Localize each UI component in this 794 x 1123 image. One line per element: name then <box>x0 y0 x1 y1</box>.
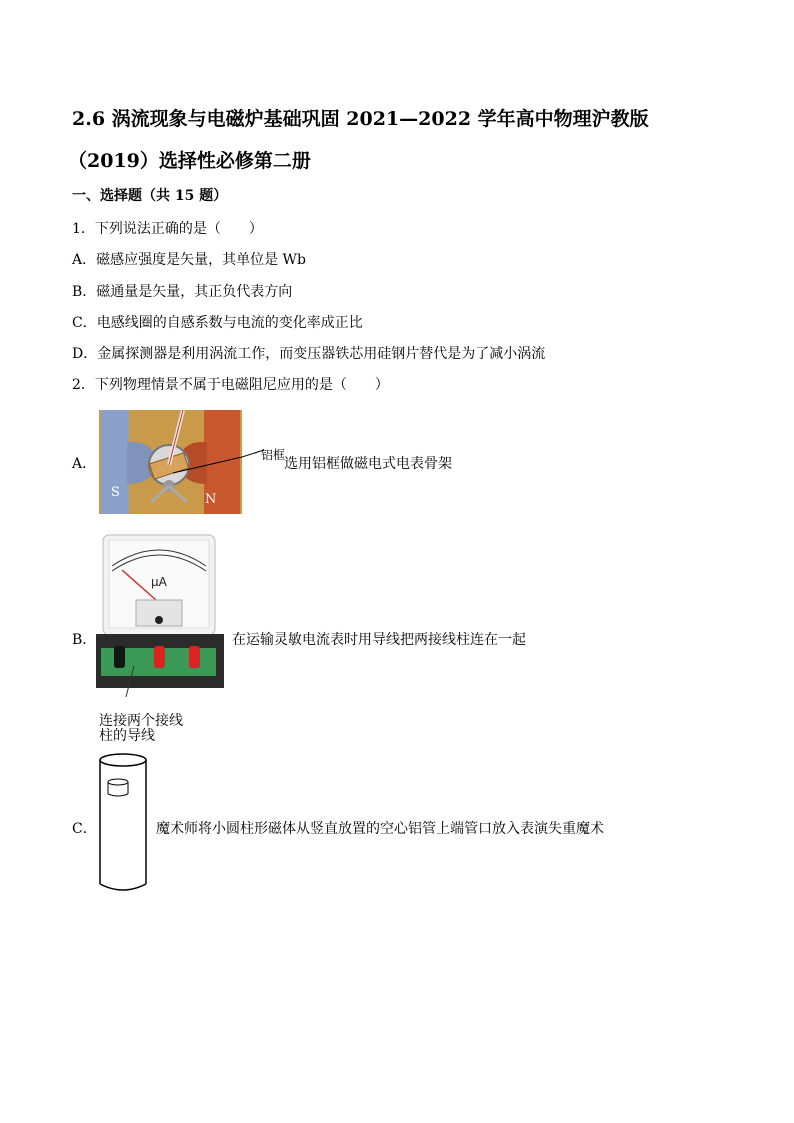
q1-option-c: C．电感线圈的自感系数与电流的变化率成正比 <box>72 315 363 331</box>
wire-note-line-2: 柱的导线 <box>99 728 155 744</box>
aluminum-tube-magnet-image <box>98 752 148 892</box>
aluminum-frame-pointer-label: 铝框 <box>261 448 286 462</box>
q2-stem: 2．下列物理情景不属于电磁阻尼应用的是（ ） <box>72 377 389 393</box>
document-title-line-2: （2019）选择性必修第二册 <box>68 150 311 172</box>
ammeter-unit: μA <box>151 575 167 589</box>
document-title-line-1: 2.6 涡流现象与电磁炉基础巩固 2021—2022 学年高中物理沪教版 <box>72 108 649 130</box>
q1-stem: 1．下列说法正确的是（ ） <box>72 221 263 237</box>
q2-option-c-label: C． <box>72 821 97 837</box>
q1-option-b: B．磁通量是矢量，其正负代表方向 <box>72 284 293 300</box>
q1-option-a: A．磁感应强度是矢量，其单位是 Wb <box>72 252 306 268</box>
q2-option-b-label: B． <box>72 632 97 648</box>
q1-option-d: D．金属探测器是利用涡流工作，而变压器铁芯用硅钢片替代是为了减小涡流 <box>72 346 546 362</box>
sensitive-ammeter-image <box>96 534 224 697</box>
q2-option-b-caption: 在运输灵敏电流表时用导线把两接线柱连在一起 <box>232 632 526 648</box>
section-heading: 一、选择题（共 15 题） <box>72 188 228 204</box>
q2-option-c-caption: 魔术师将小圆柱形磁体从竖直放置的空心铝管上端管口放入表演失重魔术 <box>156 821 604 837</box>
wire-note-line-1: 连接两个接线 <box>99 713 183 729</box>
q2-option-a-caption: 选用铝框做磁电式电表骨架 <box>284 456 452 472</box>
aluminum-frame-meter-image <box>99 410 242 514</box>
magnet-pole-s: S <box>111 485 120 500</box>
magnet-pole-n: N <box>205 492 217 507</box>
q2-option-a-label: A． <box>72 456 97 472</box>
